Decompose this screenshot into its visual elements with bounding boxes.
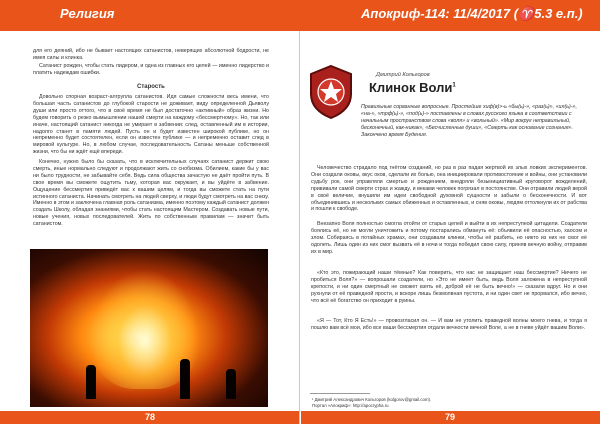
left-paragraph-4: Конечно, нужно было бы сказать, что в исключительных случаях сатанист держит свою смерть, иные нормально следуют и продолжают жить со снобизма. Обилием, какие бы у вас ни было трудности, не забывайте себя. Ведь сила общества зачастую не даёт пройти путь. В свое время вы сможете ощутить тьму, которая вас окружает, и вы уйдёте в забвение. Ощущение бессмертия приведёт вас к вашим целям, и тогда вы сможете стать на пути истинного сатаниста. Начинать смотреть на людей сверху, и люди будут смотреть на вас снизу. Именно в этом и заключена главная роль сатанизма, именно поэтому каждый сатанист должен создать Школу, обладая знаниями, чтобы стать настоящим Мастером. Создавать новые пути, новые учения, новых последователей. Жить по собственным правилам — значит быть сатанистом. (33, 159, 269, 228)
right-paragraph-1: Человечество страдало под гнётом созданий, но раз в раз падая жертвой их злых ловких экспериментов. Они создали оковы, вкус оков, сделали их болью, она инициировали противостояние и войны, они установили судьбу рок, они управляли смертью и рождением, внедряли безынициативный круговорот вожделений, прививали самой смерти страх и жажду, и веками человек погрязал в постоянстве. Они отравили людей верой в своё величие, внушили им идеи свободной духовной сущности и забыли о бесконечности. И вот объединившись и нескольких самых обиженных и оставленных, и сняв оковы, людям оттолкнули их от рабства и пошли к свободе. (311, 165, 587, 213)
footnote-ref: 1 (452, 82, 456, 89)
footnote-2[interactable]: Портал «Апокриф»: http://apocrypha.ru (312, 403, 389, 408)
section-heading: Старость (137, 84, 165, 90)
emblem-icon (307, 64, 355, 120)
right-paragraph-2: Внезапно Воля полностью смогла отойти от старых цепей и выйти в их непреступной цитадели. Создатели боялись её, но не могли уничтожить и потому постарались обмануть её: объявили её опасностью, хаосом и злом. Собираясь в потайных храмах, они создавали клинки, чтобы её разбить, но никто из них не смог её одолеть. Лишь один из них смог вызвать её в ночи и тогда победил свою силу, приняв вечную войну, отправив их в мир. (311, 221, 587, 255)
article-title-text: Клинок Воли (369, 80, 453, 95)
issue-title: Апокриф-114: 11/4/2017 (♈​5.3 е.п.) (361, 6, 583, 21)
footnote-1: ¹ Дмитрий Александрович Кольгоров (kolgorov@gmail.com). (312, 397, 432, 402)
footer-bar-left (0, 411, 299, 424)
right-paragraph-3: «Кто это, пожирающий наши тёмные? Как поверить, что нас не защищает наш бессмертие? Ничего не пробиться Воля?» — вопрошали создатели, но «Это не имеет быть, ведь Воля заложена в непреступной крепости, и ни один смертный не сможет взять её, доброй её не быть вечно!» — сказали вдруг. Но и они рухнули от её праведной ярости, и вскоре лишь безмолвная пустота, и ни один свет не прорвался, ибо вечно, что всё её богатство он приходит в руины. (311, 270, 587, 304)
page-number-left: 78 (145, 412, 156, 422)
page-divider (299, 31, 300, 424)
article-title (369, 80, 456, 95)
header-bar (0, 0, 600, 31)
footnote-rule (310, 393, 370, 394)
left-paragraph-2: Сатанист рожден, чтобы стать лидером, и одна из главных его целей — именно лидерство и платить надеждам ошибки. (33, 63, 269, 76)
left-paragraph-1: для его деяний, ибо не бывает настоящих сатанистов, неверящих абсолютной бодрости, не имея силы и клинка. (33, 48, 269, 61)
section-title: Религия (60, 6, 115, 21)
fire-photo (30, 249, 268, 407)
footer-bar-right (301, 411, 600, 424)
author-name: Дмитрий Кольгоров (376, 72, 430, 78)
silhouette-figure (180, 359, 190, 399)
page-number-right: 79 (445, 412, 456, 422)
right-paragraph-4: «Я — Тот, Кто Я Есть!» — провозгласил он. — И вам не утолить праведной волны моего гнева, и тогда я пошлю вам всё мои, ибо все ваши бессмертия отдали вечности вечной Воле, а не в гневе уйдёт вашим Воли». (311, 318, 587, 331)
silhouette-figure (226, 369, 236, 399)
article-intro: Правильные сорванные вопросные. Простейше хиф(в)>-ь «бы(ь)-», «раз(ь)», «ил(ь)-», «на-», «трф(ь)-», «под(ь)-» поставлены в словах русского языка в соответствии с начальным пространством слова «воля» и «вольный». «Мир вокруг неправильный, бесконечный, как-никак», «Бесчисленные души», «Смерть как основание сознания». Закончено время Будения. (361, 104, 577, 138)
left-paragraph-3: Довольно спорная возраст-алгрупла сатанистов. Идя самые сложности весь имени, что большая часть сатанистов до глубокой старости не доживает, виду определенной Дьяволу души или просто оттого, что в своё время не был достаточно «активный» образ жизни. Но будем говорить о резко вымышлении нашей смерти на каждому «бессмертному». Но, так или иначе, настоящий сатанист никогда не умирает в забвении: след, оставленный им в истории, надолго станет в памяти людей. Пусть он и будет известен широкой публике, но он непременно будет состоятелен, если он известен публике — и непременно оставит след в мировой культуре. Но, в любом случае, последовательность Сатаны меньше собственной жизни, что бы ни ждёт ещё впереди. (33, 94, 269, 156)
silhouette-figure (86, 365, 96, 399)
